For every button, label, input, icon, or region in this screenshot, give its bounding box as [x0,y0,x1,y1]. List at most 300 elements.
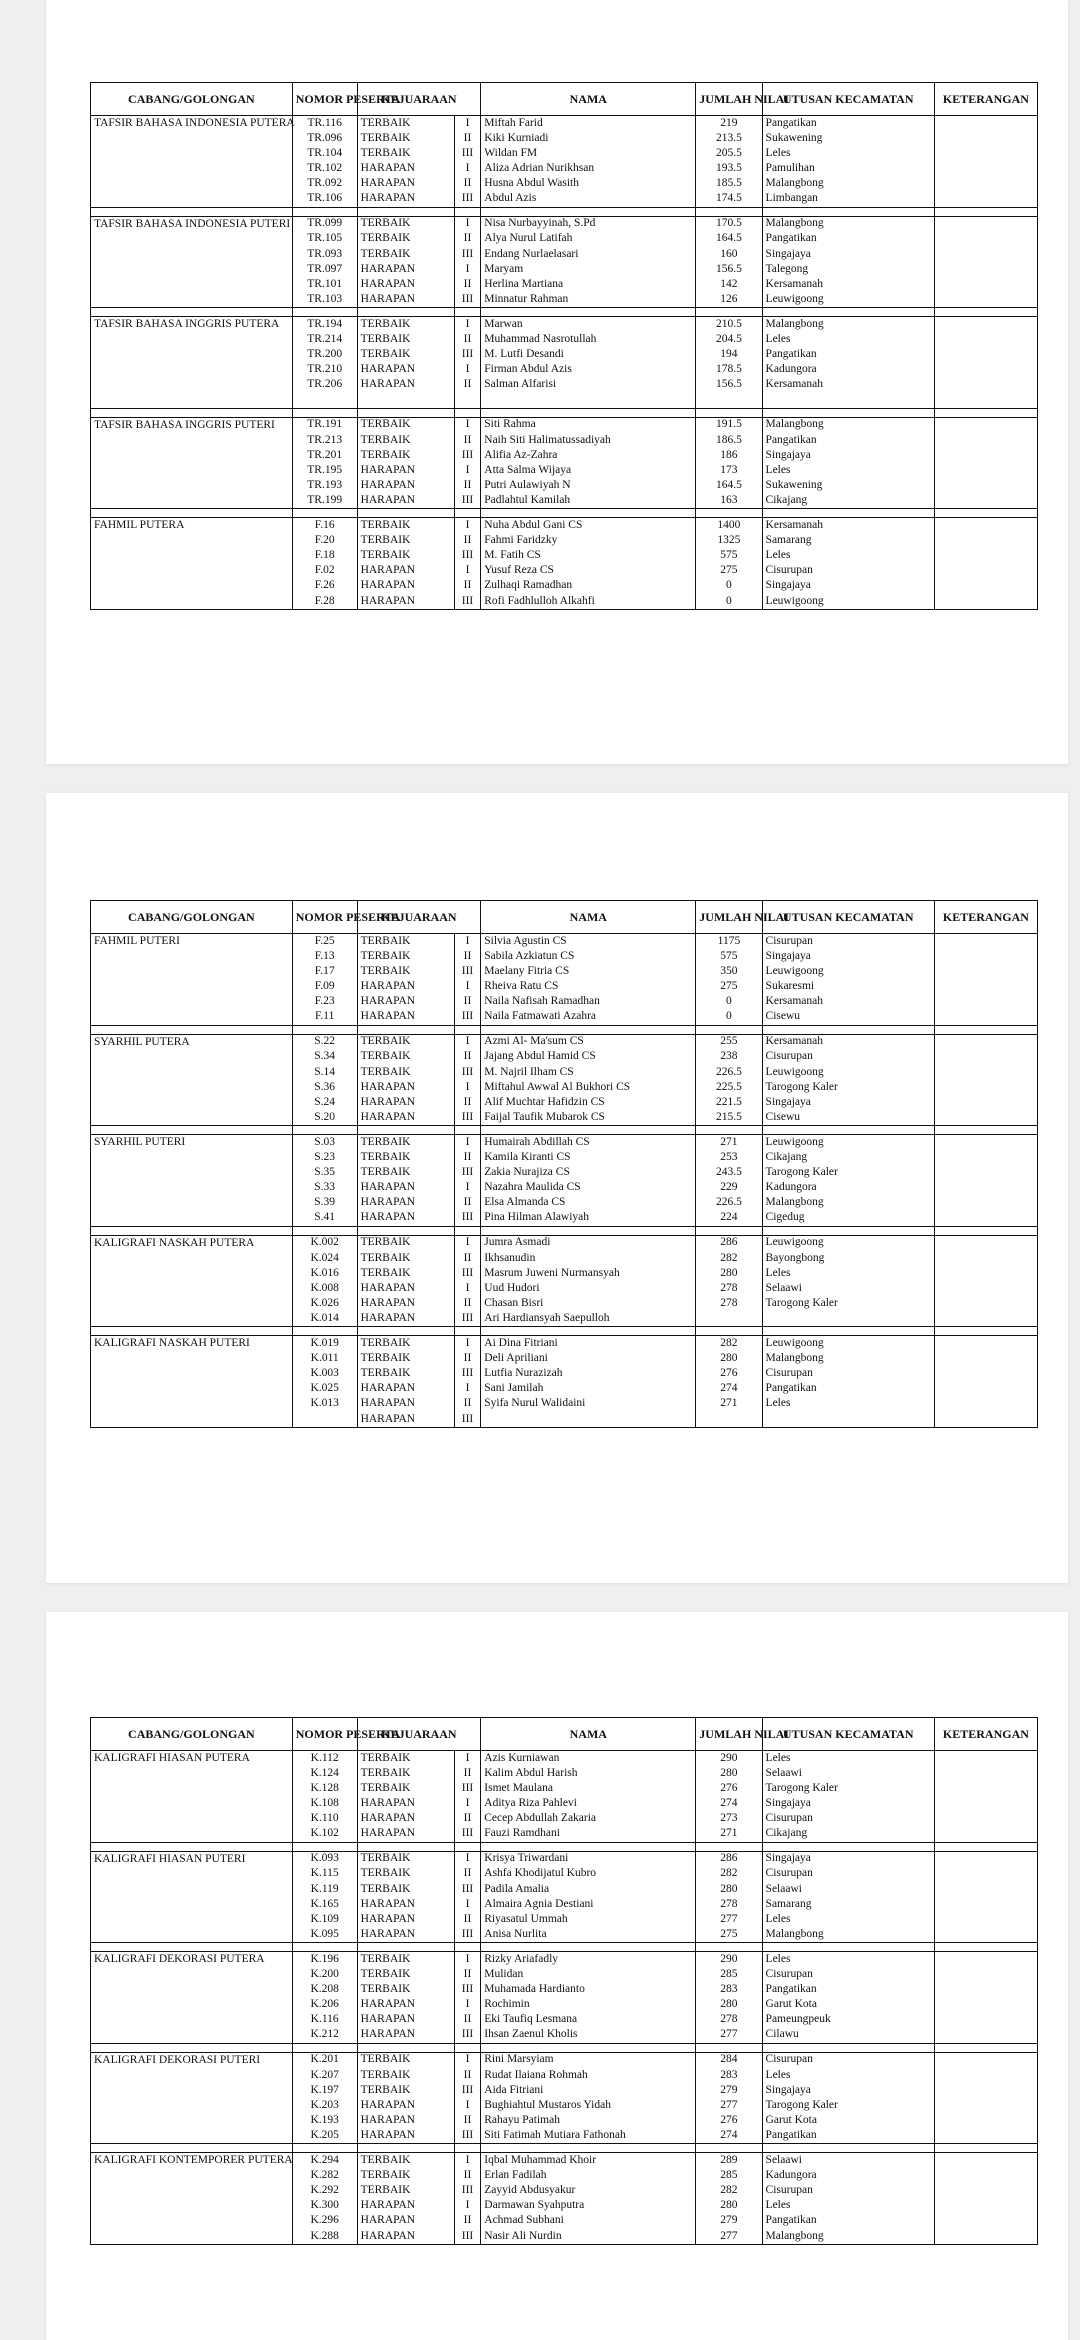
nama-cell: Darmawan Syahputra [481,2199,696,2214]
peringkat-cell: III [454,1826,481,1842]
peringkat-cell: III [454,2229,481,2245]
jumlah-nilai-cell: 1325 [696,533,762,548]
keterangan-cell [934,131,1037,146]
nama-cell: Fahmi Faridzky [481,533,696,548]
jumlah-nilai-cell: 1400 [696,518,762,534]
jumlah-nilai-cell: 126 [696,292,762,308]
peringkat-cell: II [454,1912,481,1927]
peringkat-cell: I [454,262,481,277]
nomor-peserta-cell: TR.214 [292,332,357,347]
kejuaraan-cell: HARAPAN [357,1997,454,2012]
keterangan-cell [934,1135,1037,1151]
header-utusan-kecamatan: UTUSAN KECAMATAN [762,83,934,116]
jumlah-nilai-cell: 279 [696,2083,762,2098]
nomor-peserta-cell: TR.213 [292,433,357,448]
jumlah-nilai-cell: 215.5 [696,1110,762,1126]
nomor-peserta-cell: K.093 [292,1851,357,1867]
keterangan-cell [934,191,1037,207]
group-separator [91,408,1038,417]
jumlah-nilai-cell: 278 [696,1897,762,1912]
keterangan-cell [934,964,1037,979]
cabang-golongan-cell [91,417,293,509]
peringkat-cell: II [454,2214,481,2229]
peringkat-cell: II [454,277,481,292]
nama-cell: Ikhsanudin [481,1251,696,1266]
kejuaraan-cell: TERBAIK [357,1952,454,1968]
keterangan-cell [934,1811,1037,1826]
nama-cell: Syifa Nurul Walidaini [481,1397,696,1412]
peringkat-cell: I [454,1751,481,1767]
jumlah-nilai-cell: 290 [696,1751,762,1767]
table-header-row [91,83,1038,116]
utusan-kecamatan-cell: Selaawi [762,1281,934,1296]
peringkat-cell: I [454,564,481,579]
nama-cell: M. Fatih CS [481,548,696,563]
utusan-kecamatan-cell: Singajaya [762,1796,934,1811]
peringkat-cell: III [454,2083,481,2098]
jumlah-nilai-cell: 285 [696,1967,762,1982]
nomor-peserta-cell: K.110 [292,1811,357,1826]
nomor-peserta-cell: K.165 [292,1897,357,1912]
kejuaraan-cell: HARAPAN [357,979,454,994]
nomor-peserta-cell: F.16 [292,518,357,534]
nomor-peserta-cell: TR.116 [292,116,357,132]
nama-cell: Kiki Kurniadi [481,131,696,146]
peringkat-cell: I [454,1135,481,1151]
utusan-kecamatan-cell: Kadungora [762,2168,934,2183]
kejuaraan-cell: HARAPAN [357,1382,454,1397]
peringkat-cell: I [454,2098,481,2113]
kejuaraan-cell: TERBAIK [357,247,454,262]
nama-cell: Silvia Agustin CS [481,934,696,950]
jumlah-nilai-cell: 275 [696,1927,762,1943]
nomor-peserta-cell: K.024 [292,1251,357,1266]
results-table [90,900,1038,1428]
utusan-kecamatan-cell: Kadungora [762,362,934,377]
keterangan-cell [934,463,1037,478]
keterangan-cell [934,2229,1037,2245]
nama-cell: Endang Nurlaelasari [481,247,696,262]
nomor-peserta-cell: S.34 [292,1050,357,1065]
cabang-golongan-cell [91,1034,293,1126]
kejuaraan-cell: TERBAIK [357,2068,454,2083]
utusan-kecamatan-cell: Malangbong [762,1927,934,1943]
kejuaraan-cell: HARAPAN [357,1397,454,1412]
cabang-golongan-label: KALIGRAFI DEKORASI PUTERA [94,1953,265,1966]
kejuaraan-cell: TERBAIK [357,131,454,146]
nama-cell: Maryam [481,262,696,277]
peringkat-cell: I [454,2153,481,2169]
kejuaraan-cell: HARAPAN [357,994,454,1009]
nomor-peserta-cell: F.17 [292,964,357,979]
kejuaraan-cell: HARAPAN [357,594,454,610]
nama-cell: Sabila Azkiatun CS [481,949,696,964]
utusan-kecamatan-cell: Cisurupan [762,2052,934,2068]
kejuaraan-cell: TERBAIK [357,448,454,463]
nama-cell: Firman Abdul Azis [481,362,696,377]
nama-cell: Alya Nurul Latifah [481,232,696,247]
nomor-peserta-cell: TR.199 [292,493,357,509]
header-kejuaraan: KEJUARAAN [357,83,481,116]
document-page-1 [46,0,1068,764]
nomor-peserta-cell: TR.099 [292,216,357,232]
kejuaraan-cell: TERBAIK [357,317,454,333]
nama-cell: Ismet Maulana [481,1781,696,1796]
utusan-kecamatan-cell: Pangatikan [762,433,934,448]
jumlah-nilai-cell: 221.5 [696,1095,762,1110]
kejuaraan-cell: TERBAIK [357,216,454,232]
nama-cell: Muhammad Nasrotullah [481,332,696,347]
utusan-kecamatan-cell: Singajaya [762,448,934,463]
utusan-kecamatan-cell: Pangatikan [762,116,934,132]
keterangan-cell [934,393,1037,409]
peringkat-cell: II [454,433,481,448]
table-row [91,1034,1038,1050]
kejuaraan-cell: HARAPAN [357,1826,454,1842]
utusan-kecamatan-cell: Pangatikan [762,2214,934,2229]
nama-cell: Ihsan Zaenul Kholis [481,2028,696,2044]
peringkat-cell: I [454,2199,481,2214]
nama-cell: Eki Taufiq Lesmana [481,2013,696,2028]
keterangan-cell [934,1382,1037,1397]
header-cabang: CABANG/GOLONGAN [91,901,293,934]
nomor-peserta-cell: F.26 [292,579,357,594]
nama-cell: Mulidan [481,1967,696,1982]
nama-cell: Wildan FM [481,146,696,161]
peringkat-cell: II [454,1766,481,1781]
jumlah-nilai-cell: 275 [696,564,762,579]
nama-cell: Rofi Fadhlulloh Alkahfi [481,594,696,610]
nama-cell: Humairah Abdillah CS [481,1135,696,1151]
jumlah-nilai-cell [696,1311,762,1327]
results-table [90,82,1038,610]
jumlah-nilai-cell: 253 [696,1150,762,1165]
utusan-kecamatan-cell: Malangbong [762,1196,934,1211]
header-nomor-peserta: NOMOR PESERTA [292,1718,357,1751]
kejuaraan-cell: HARAPAN [357,1897,454,1912]
kejuaraan-cell: HARAPAN [357,1196,454,1211]
keterangan-cell [934,161,1037,176]
kejuaraan-cell: TERBAIK [357,1882,454,1897]
jumlah-nilai-cell: 164.5 [696,478,762,493]
keterangan-cell [934,332,1037,347]
jumlah-nilai-cell: 271 [696,1397,762,1412]
nama-cell: Almaira Agnia Destiani [481,1897,696,1912]
results-table [90,1717,1038,2245]
utusan-kecamatan-cell: Talegong [762,262,934,277]
header-jumlah-nilai: JUMLAH NILAI [696,83,762,116]
nama-cell: Azis Kurniawan [481,1751,696,1767]
peringkat-cell: I [454,216,481,232]
utusan-kecamatan-cell: Pangatikan [762,1382,934,1397]
nomor-peserta-cell: K.124 [292,1766,357,1781]
header-jumlah-nilai: JUMLAH NILAI [696,901,762,934]
nama-cell: Aliza Adrian Nurikhsan [481,161,696,176]
nomor-peserta-cell: K.292 [292,2183,357,2198]
keterangan-cell [934,548,1037,563]
table-row [91,1952,1038,1968]
utusan-kecamatan-cell: Singajaya [762,579,934,594]
nomor-peserta-cell: K.201 [292,2052,357,2068]
peringkat-cell: II [454,2113,481,2128]
nama-cell: Yusuf Reza CS [481,564,696,579]
nama-cell: Cecep Abdullah Zakaria [481,1811,696,1826]
kejuaraan-cell: HARAPAN [357,463,454,478]
header-cabang: CABANG/GOLONGAN [91,83,293,116]
keterangan-cell [934,1251,1037,1266]
jumlah-nilai-cell: 194 [696,347,762,362]
kejuaraan-cell: TERBAIK [357,2083,454,2098]
keterangan-cell [934,2098,1037,2113]
keterangan-cell [934,216,1037,232]
keterangan-cell [934,979,1037,994]
kejuaraan-cell: TERBAIK [357,332,454,347]
keterangan-cell [934,1952,1037,1968]
group-separator [91,1025,1038,1034]
kejuaraan-cell: TERBAIK [357,1034,454,1050]
nomor-peserta-cell: S.14 [292,1065,357,1080]
keterangan-cell [934,2128,1037,2144]
jumlah-nilai-cell: 277 [696,2229,762,2245]
utusan-kecamatan-cell: Garut Kota [762,1997,934,2012]
keterangan-cell [934,433,1037,448]
kejuaraan-cell: TERBAIK [357,146,454,161]
keterangan-cell [934,1165,1037,1180]
peringkat-cell: III [454,964,481,979]
keterangan-cell [934,1150,1037,1165]
nomor-peserta-cell [292,393,357,409]
peringkat-cell: III [454,1927,481,1943]
nama-cell: Herlina Martiana [481,277,696,292]
cabang-golongan-label: FAHMIL PUTERA [94,519,185,532]
nomor-peserta-cell: TR.097 [292,262,357,277]
jumlah-nilai-cell: 160 [696,247,762,262]
jumlah-nilai-cell: 255 [696,1034,762,1050]
keterangan-cell [934,1110,1037,1126]
utusan-kecamatan-cell: Cikajang [762,493,934,509]
nama-cell: Chasan Bisri [481,1296,696,1311]
keterangan-cell [934,2214,1037,2229]
header-keterangan: KETERANGAN [934,1718,1037,1751]
cabang-golongan-label: KALIGRAFI HIASAN PUTERI [94,1852,246,1865]
nomor-peserta-cell: K.294 [292,2153,357,2169]
cabang-golongan-label: TAFSIR BAHASA INGGRIS PUTERI [94,418,275,431]
nama-cell: Lutfia Nurazizah [481,1366,696,1381]
kejuaraan-cell: TERBAIK [357,2052,454,2068]
utusan-kecamatan-cell: Cisurupan [762,2183,934,2198]
header-kejuaraan: KEJUARAAN [357,901,481,934]
header-nama: NAMA [481,901,696,934]
kejuaraan-cell: HARAPAN [357,277,454,292]
jumlah-nilai-cell: 1175 [696,934,762,950]
jumlah-nilai-cell: 164.5 [696,232,762,247]
peringkat-cell: III [454,548,481,563]
nomor-peserta-cell: K.109 [292,1912,357,1927]
kejuaraan-cell: HARAPAN [357,2098,454,2113]
kejuaraan-cell: HARAPAN [357,2229,454,2245]
peringkat-cell: III [454,1781,481,1796]
kejuaraan-cell: TERBAIK [357,1251,454,1266]
keterangan-cell [934,533,1037,548]
kejuaraan-cell: HARAPAN [357,1412,454,1428]
nomor-peserta-cell: K.300 [292,2199,357,2214]
nomor-peserta-cell: K.212 [292,2028,357,2044]
keterangan-cell [934,176,1037,191]
table-row [91,317,1038,333]
peringkat-cell: I [454,1997,481,2012]
peringkat-cell [454,393,481,409]
utusan-kecamatan-cell: Kersamanah [762,1034,934,1050]
cabang-golongan-cell [91,116,293,208]
jumlah-nilai-cell: 243.5 [696,1165,762,1180]
header-nama: NAMA [481,1718,696,1751]
peringkat-cell: II [454,1397,481,1412]
nama-cell: Miftah Farid [481,116,696,132]
keterangan-cell [934,2052,1037,2068]
cabang-golongan-cell [91,1751,293,1843]
keterangan-cell [934,417,1037,433]
header-nama: NAMA [481,83,696,116]
jumlah-nilai-cell: 156.5 [696,262,762,277]
header-jumlah-nilai: JUMLAH NILAI [696,1718,762,1751]
peringkat-cell: III [454,347,481,362]
keterangan-cell [934,1751,1037,1767]
jumlah-nilai-cell: 275 [696,979,762,994]
keterangan-cell [934,1211,1037,1227]
kejuaraan-cell: HARAPAN [357,1927,454,1943]
nama-cell: Rheiva Ratu CS [481,979,696,994]
peringkat-cell: II [454,1351,481,1366]
utusan-kecamatan-cell: Leuwigoong [762,292,934,308]
peringkat-cell: I [454,116,481,132]
kejuaraan-cell: HARAPAN [357,2199,454,2214]
peringkat-cell: II [454,1196,481,1211]
keterangan-cell [934,493,1037,509]
nomor-peserta-cell: S.36 [292,1080,357,1095]
peringkat-cell: I [454,1235,481,1251]
kejuaraan-cell: HARAPAN [357,1095,454,1110]
jumlah-nilai-cell: 271 [696,1135,762,1151]
jumlah-nilai-cell: 277 [696,2098,762,2113]
nomor-peserta-cell: S.39 [292,1196,357,1211]
kejuaraan-cell: HARAPAN [357,378,454,393]
peringkat-cell: I [454,934,481,950]
utusan-kecamatan-cell: Pameungpeuk [762,2013,934,2028]
nomor-peserta-cell: F.13 [292,949,357,964]
kejuaraan-cell: TERBAIK [357,1065,454,1080]
jumlah-nilai-cell: 284 [696,2052,762,2068]
peringkat-cell: I [454,417,481,433]
peringkat-cell: I [454,362,481,377]
kejuaraan-cell: TERBAIK [357,1135,454,1151]
utusan-kecamatan-cell: Malangbong [762,317,934,333]
nama-cell: Husna Abdul Wasith [481,176,696,191]
nomor-peserta-cell: K.119 [292,1882,357,1897]
utusan-kecamatan-cell: Kersamanah [762,378,934,393]
header-cabang: CABANG/GOLONGAN [91,1718,293,1751]
utusan-kecamatan-cell: Cisewu [762,1110,934,1126]
kejuaraan-cell: TERBAIK [357,518,454,534]
nomor-peserta-cell: TR.195 [292,463,357,478]
keterangan-cell [934,1366,1037,1381]
utusan-kecamatan-cell: Malangbong [762,176,934,191]
kejuaraan-cell: HARAPAN [357,191,454,207]
header-keterangan: KETERANGAN [934,83,1037,116]
cabang-golongan-cell [91,1135,293,1227]
nama-cell: Nuha Abdul Gani CS [481,518,696,534]
jumlah-nilai-cell: 170.5 [696,216,762,232]
nama-cell: Nazahra Maulida CS [481,1180,696,1195]
keterangan-cell [934,116,1037,132]
utusan-kecamatan-cell: Leles [762,146,934,161]
kejuaraan-cell: TERBAIK [357,116,454,132]
jumlah-nilai-cell: 210.5 [696,317,762,333]
keterangan-cell [934,1336,1037,1352]
nomor-peserta-cell: F.28 [292,594,357,610]
peringkat-cell: II [454,1095,481,1110]
kejuaraan-cell: TERBAIK [357,1336,454,1352]
cabang-golongan-label: TAFSIR BAHASA INDONESIA PUTERI [94,217,291,230]
peringkat-cell: II [454,949,481,964]
keterangan-cell [934,1796,1037,1811]
cabang-golongan-cell [91,518,293,610]
keterangan-cell [934,1034,1037,1050]
nama-cell: Kalim Abdul Harish [481,1766,696,1781]
nomor-peserta-cell: K.019 [292,1336,357,1352]
utusan-kecamatan-cell: Kersamanah [762,277,934,292]
nomor-peserta-cell: K.197 [292,2083,357,2098]
jumlah-nilai-cell: 185.5 [696,176,762,191]
jumlah-nilai-cell: 142 [696,277,762,292]
nama-cell: Naila Nafisah Ramadhan [481,994,696,1009]
keterangan-cell [934,1296,1037,1311]
kejuaraan-cell: TERBAIK [357,1165,454,1180]
keterangan-cell [934,1281,1037,1296]
keterangan-cell [934,1967,1037,1982]
header-utusan-kecamatan: UTUSAN KECAMATAN [762,901,934,934]
kejuaraan-cell: HARAPAN [357,1811,454,1826]
keterangan-cell [934,1897,1037,1912]
kejuaraan-cell: TERBAIK [357,949,454,964]
group-separator [91,2144,1038,2153]
utusan-kecamatan-cell: Tarogong Kaler [762,2098,934,2113]
nomor-peserta-cell: K.026 [292,1296,357,1311]
keterangan-cell [934,1826,1037,1842]
jumlah-nilai-cell: 224 [696,1211,762,1227]
jumlah-nilai-cell [696,1412,762,1428]
keterangan-cell [934,247,1037,262]
peringkat-cell: III [454,2128,481,2144]
nama-cell: Alif Muchtar Hafidzin CS [481,1095,696,1110]
kejuaraan-cell: TERBAIK [357,1235,454,1251]
utusan-kecamatan-cell: Cisurupan [762,934,934,950]
kejuaraan-cell: HARAPAN [357,1009,454,1025]
keterangan-cell [934,1095,1037,1110]
jumlah-nilai-cell: 279 [696,2214,762,2229]
peringkat-cell: III [454,1009,481,1025]
keterangan-cell [934,2199,1037,2214]
peringkat-cell: III [454,448,481,463]
keterangan-cell [934,2028,1037,2044]
nama-cell: Krisya Triwardani [481,1851,696,1867]
nama-cell: Aditya Riza Pahlevi [481,1796,696,1811]
kejuaraan-cell: HARAPAN [357,2113,454,2128]
jumlah-nilai-cell: 186 [696,448,762,463]
cabang-golongan-cell [91,1952,293,2044]
peringkat-cell: II [454,1867,481,1882]
peringkat-cell: II [454,2068,481,2083]
nama-cell: Siti Fatimah Mutiara Fathonah [481,2128,696,2144]
